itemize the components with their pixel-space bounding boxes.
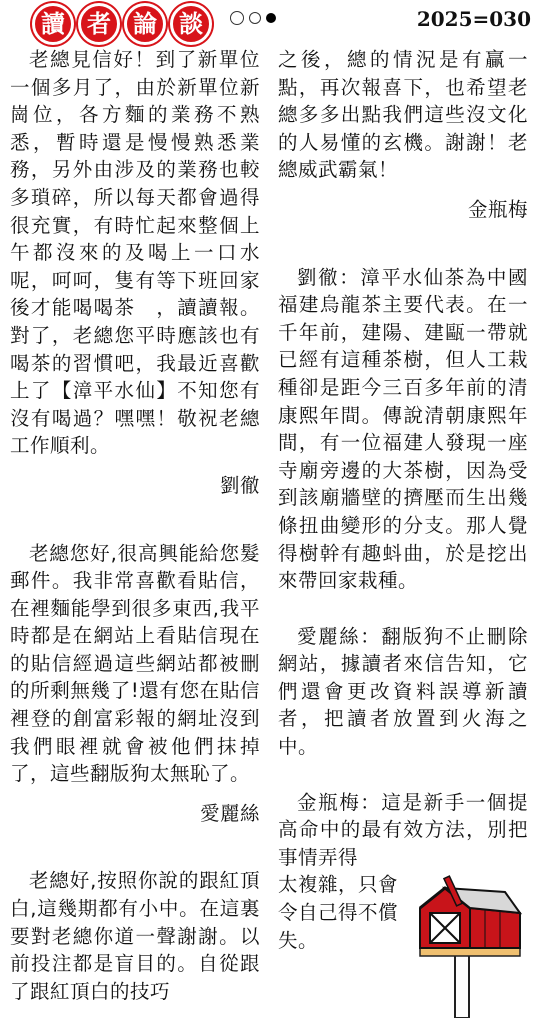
letter-signature: 劉徹 [219,473,260,497]
filled-circle-icon [266,13,276,23]
column-header [0,0,545,44]
letter-signature: 愛麗絲 [199,801,260,825]
editor-reply: 劉徹：漳平水仙茶為中國福建烏龍茶主要代表。在一千年前，建陽、建甌一帶就已經有這種茶樹，但人工栽種卻是距今三百多年前的清康熙年間。傳說清朝康熙年間，有一位福建人發現一座寺廟旁邊的大茶樹，因為受到該廟牆壁的擠壓而生出幾條扭曲變形的分支。那人覺得樹幹有趣蚪曲，於是挖出來帶回家栽種。 [278,265,528,593]
editor-reply-tail: 太複雜，只會令自己得不償失。 [278,873,399,952]
circle-icon [230,11,244,25]
column-title [32,3,212,45]
title-char: 論 [124,3,166,45]
editor-reply: 金瓶梅：這是新手一個提高命中的最有效方法，別把事情弄得 [278,790,528,869]
mailbox-illustration [400,868,530,1018]
title-char: 者 [78,3,120,45]
reader-letter: 老總見信好！到了新單位一個多月了，由於新單位新崗位，各方麵的業務不熟悉，暫時還是慢慢熟悉業務，另外由涉及的業務也較多瑣碎，所以每天都會過得很充實，有時忙起來整個上午都沒來的及喝上一口水呢，呵呵，隻有等下班回家後才能喝喝茶 ，讀讀報。對了，老總您平時應該也有喝茶的習慣吧，我最近喜歡上了【漳平水仙】不知您有沒有喝過？嘿嘿！敬祝老總工作順利。 [10,48,260,458]
title-char: 談 [170,3,212,45]
letter-signature: 金瓶梅 [467,197,528,221]
right-column [278,46,528,954]
circle-icon [249,12,261,24]
left-column [10,46,260,1005]
reader-letter: 老總您好,很高興能給您髮郵件。我非常喜歡看貼信，在裡麵能學到很多東西,我平時都是在網站上看貼信現在的貼信經過這些網站都被刪的所剩無幾了!還有您在貼信裡登的創富彩報的網址沒到我們眼裡就會被他們抹掉了，這些翻版狗太無恥了。 [10,541,260,786]
title-char: 讀 [32,3,74,45]
reader-letter: 老總好,按照你說的跟紅頂白,這幾期都有小中。在這裏要對老總你道一聲謝謝。以前投注都是盲目的。自從跟了跟紅頂白的技巧 [10,869,260,1003]
editor-reply: 愛麗絲：翻版狗不止刪除網站，據讀者來信告知，它們還會更改資料誤導新讀者，把讀者放置到火海之中。 [278,624,528,759]
reader-letter-continued: 之後，總的情況是有贏一點，再次報喜下，也希望老總多多出點我們這些沒文化的人易懂的玄機。謝謝！老總威武霸氣！ [278,48,528,182]
issue-number: 2025=030 [416,7,531,31]
decorative-dots [230,11,276,25]
